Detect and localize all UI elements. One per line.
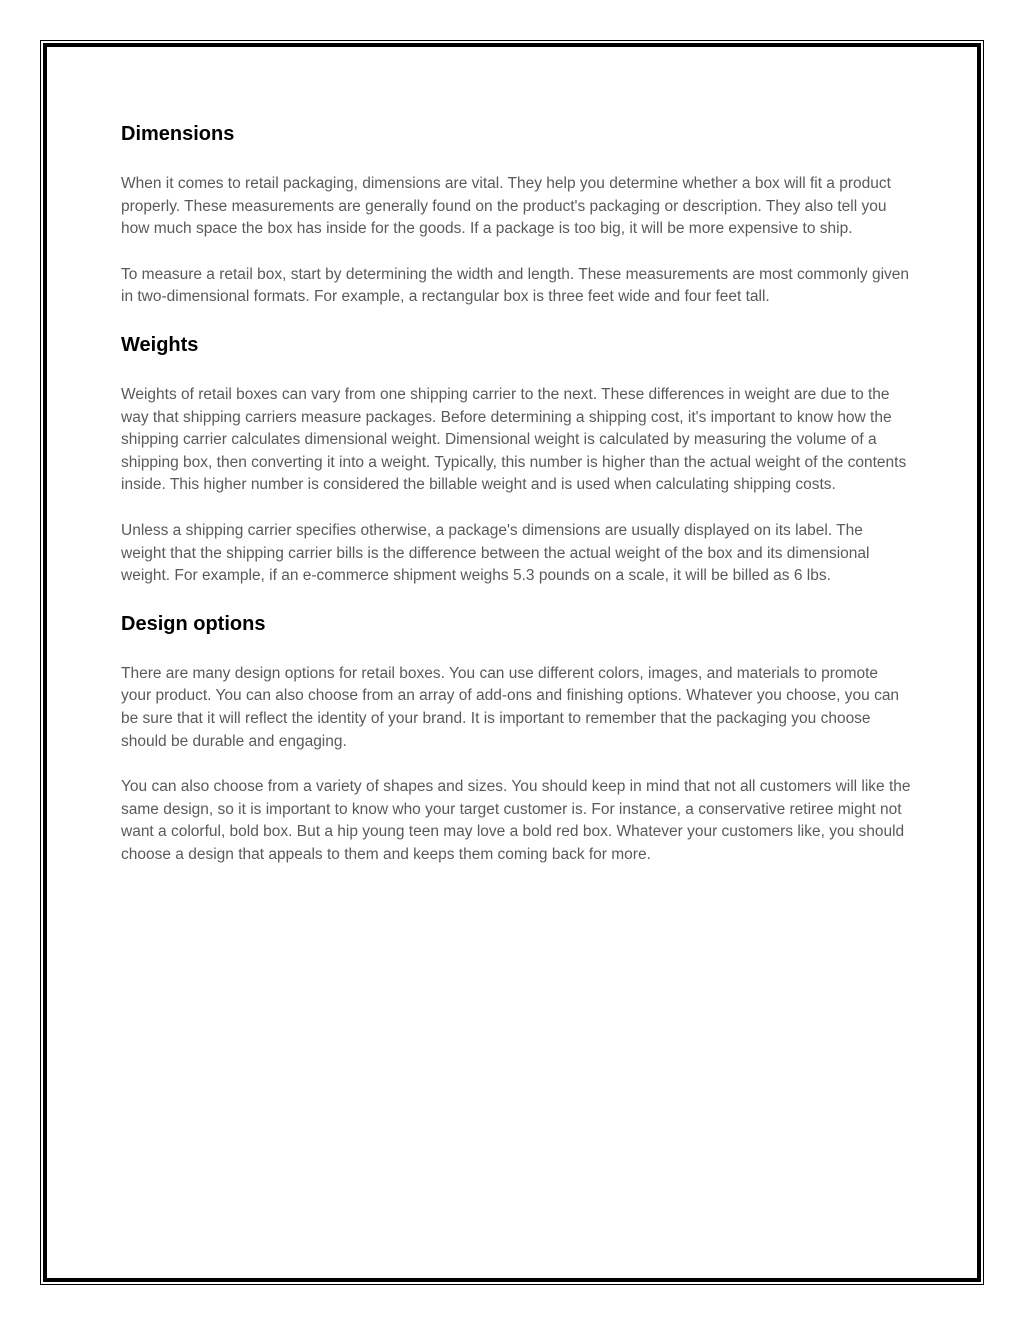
- paragraph: There are many design options for retail boxes. You can use different colors, images, and materials to promote your product. You can also choose from an array of add-ons and finishing options. Whatever you choose, you can be sure that it will reflect the identity of your brand. It is important to remember that the packaging you choose should be durable and engaging.: [121, 664, 900, 750]
- section-heading: Dimensions: [121, 123, 235, 145]
- section-heading: Design options: [121, 612, 266, 635]
- paragraph: To measure a retail box, start by determining the width and length. These measurements are most commonly given in two-dimensional formats. For example, a rectangular box is three feet wide and four feet tall.: [121, 265, 910, 306]
- paragraph: When it comes to retail packaging, dimensions are vital. They help you determine whether a box will fit a product properly. These measurements are generally found on the product's packaging or description. They also tell you how much space the box has inside for the goods. If a package is too big, it will be more expensive to ship.: [121, 175, 891, 238]
- section-dimensions: [121, 121, 911, 309]
- section-design-options: [121, 611, 911, 867]
- paragraph: You can also choose from a variety of shapes and sizes. You should keep in mind that not all customers will like the same design, so it is important to know who your target customer is. For instance, a conservative retiree might not want a colorful, bold box. But a hip young teen may love a bold red box. Whatever your customers like, you should choose a design that appeals to them and keeps them coming back for more.: [121, 778, 911, 863]
- section-heading: Weights: [121, 333, 199, 356]
- document-body: [121, 121, 911, 889]
- paragraph: Unless a shipping carrier specifies otherwise, a package's dimensions are usually displayed on its label. The weight that the shipping carrier bills is the difference between the actual weight of the box and its dimensional weight. For example, if an e-commerce shipment weighs 5.3 pounds on a scale, it will be billed as 6 lbs.: [121, 521, 870, 585]
- paragraph: Weights of retail boxes can vary from one shipping carrier to the next. These differences in weight are due to the way that shipping carriers measure packages. Before determining a shipping cost, it's important to know how the shipping carrier calculates dimensional weight. Dimensional weight is calculated by measuring the volume of a shipping box, then converting it into a weight. Typically, this number is higher than the actual weight of the contents inside. This higher number is considered the billable weight and is used when calculating shipping costs.: [121, 385, 907, 494]
- section-weights: [121, 332, 911, 588]
